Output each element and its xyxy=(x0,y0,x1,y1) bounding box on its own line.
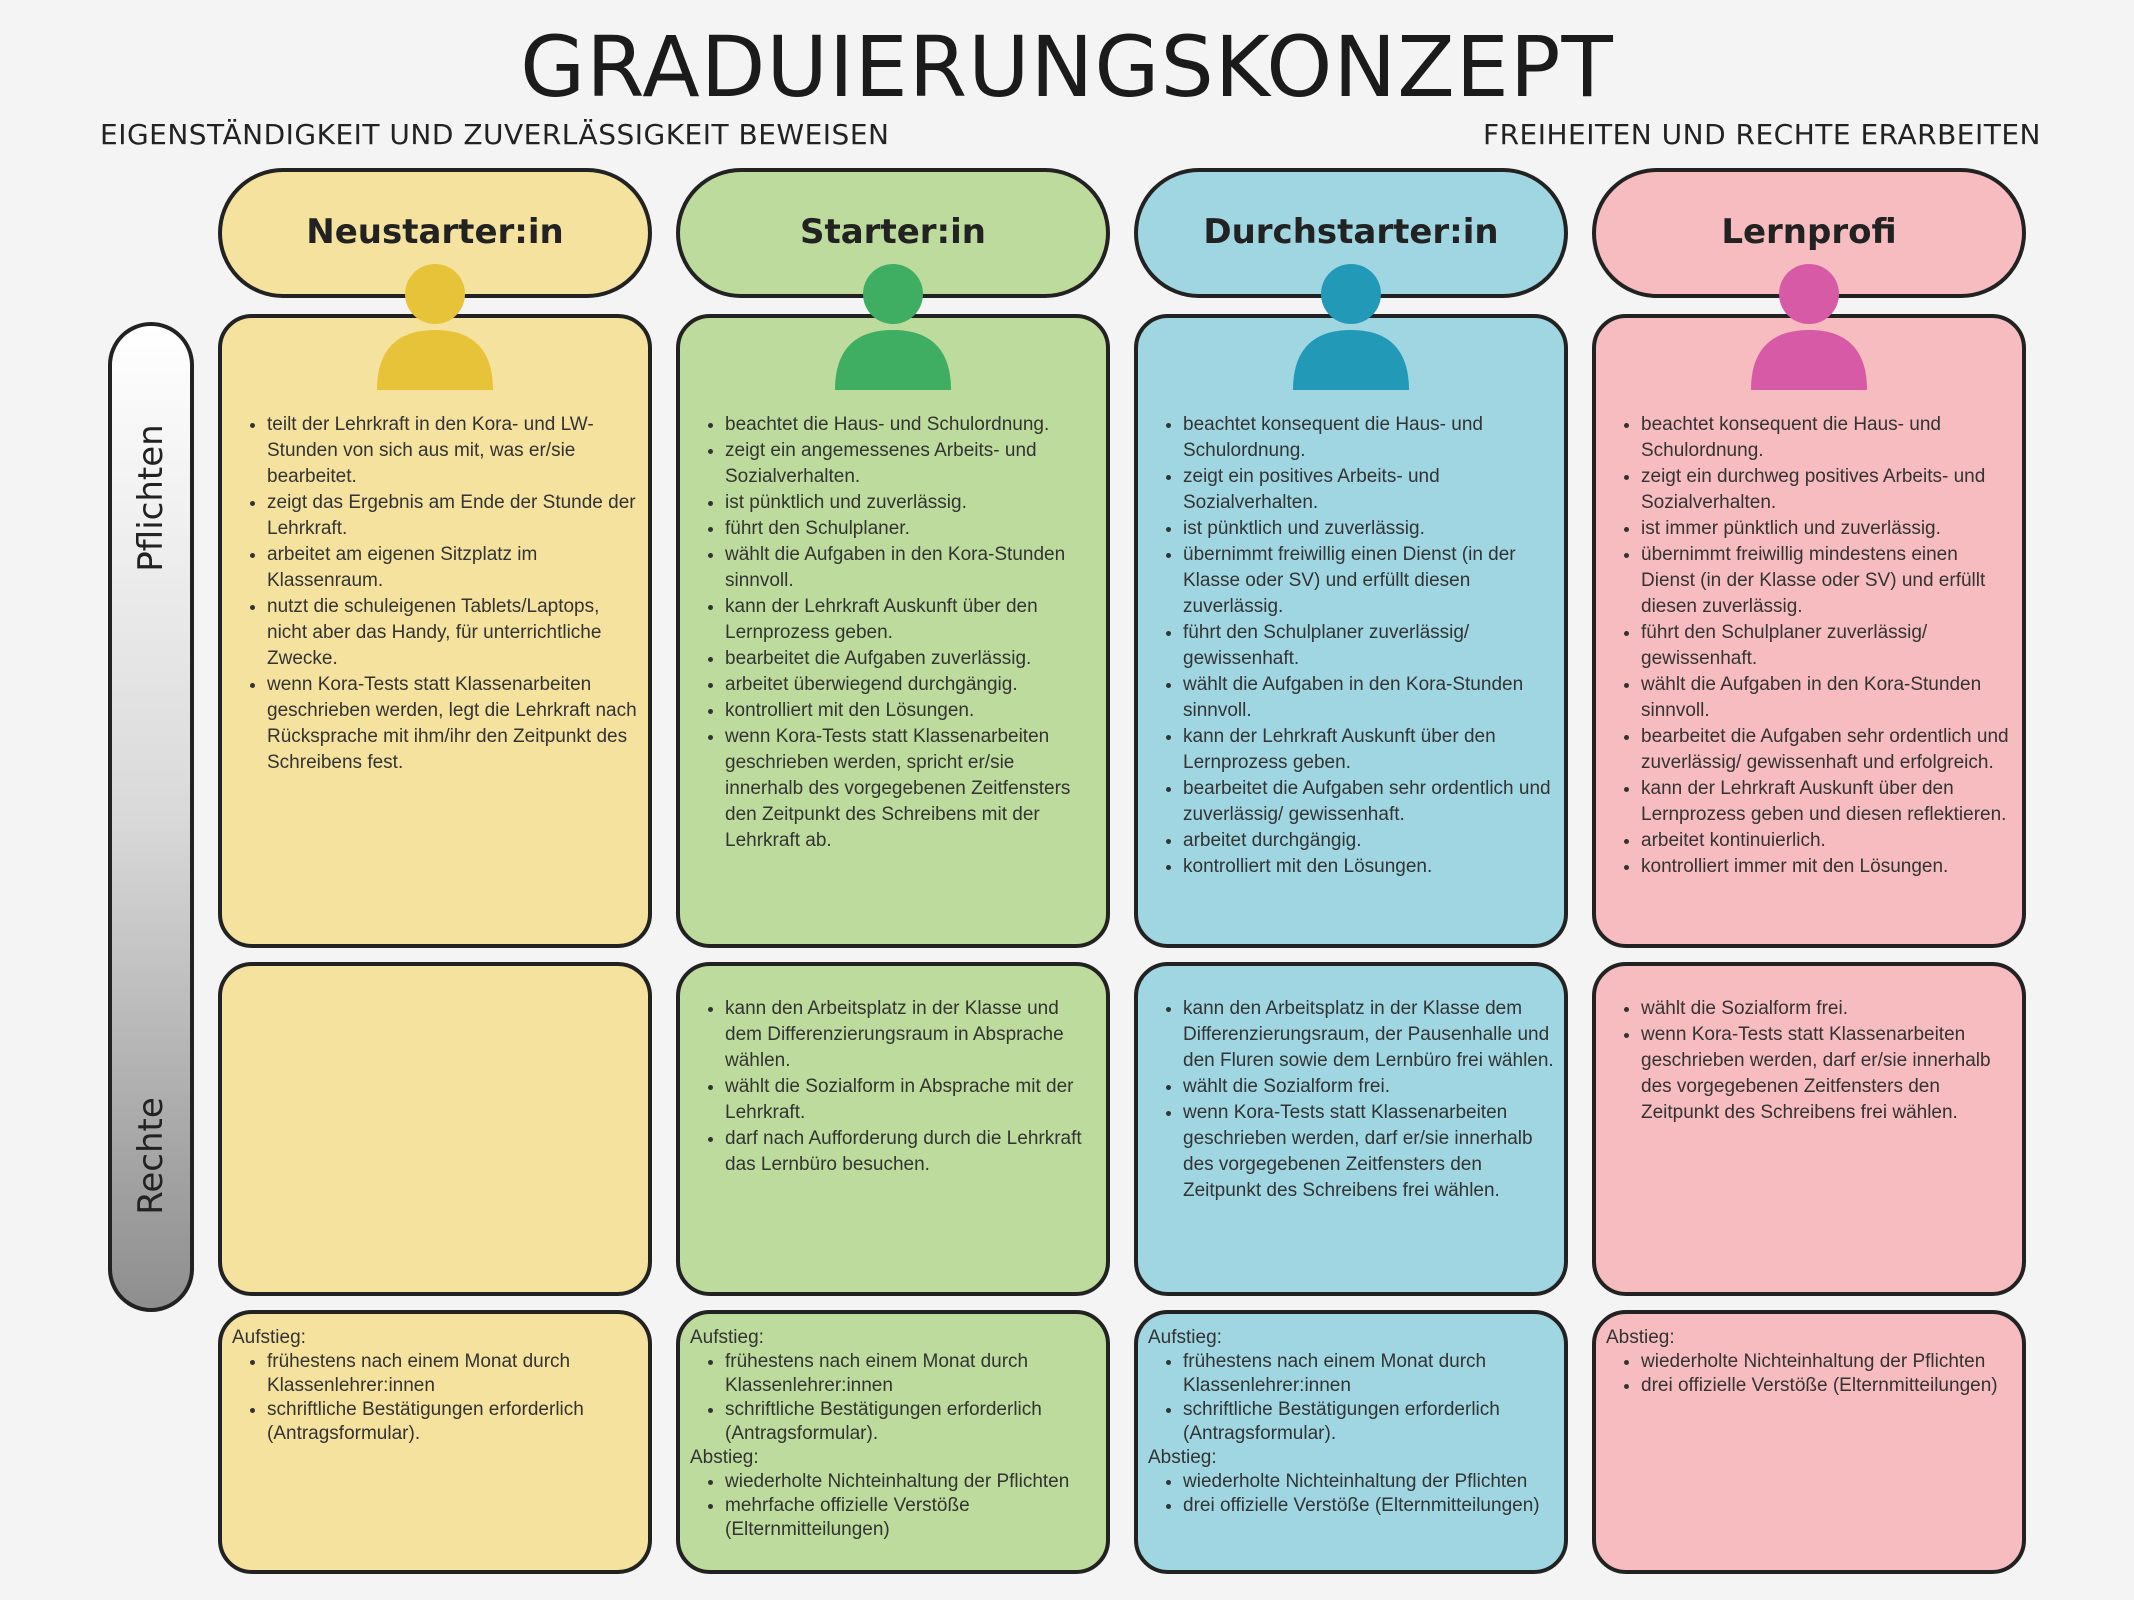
person-icon xyxy=(1749,264,1869,390)
duty-item: • nutzt die schuleigenen Tablets/Laptops, nicht aber das Handy, für unterrichtliche Zwecke. xyxy=(267,594,638,672)
duty-item: • führt den Schulplaner zuverlässig/ gewissenhaft. xyxy=(1183,620,1554,672)
duty-item: • zeigt ein positives Arbeits- und Sozialverhalten. xyxy=(1183,464,1554,516)
duty-item: • kontrolliert mit den Lösungen. xyxy=(1183,854,1554,880)
right-item: • wenn Kora-Tests statt Klassenarbeiten geschrieben werden, darf er/sie innerhalb des vorgegebenen Zeitfensters den Zeitpunkt des Schreibens frei wählen. xyxy=(1641,1022,2012,1126)
subtitle-left: EIGENSTÄNDIGKEIT UND ZUVERLÄSSIGKEIT BEWEISEN xyxy=(100,118,890,151)
level-title: Neustarter:in xyxy=(306,212,564,252)
duty-item: • zeigt das Ergebnis am Ende der Stunde der Lehrkraft. xyxy=(267,490,638,542)
person-icon xyxy=(375,264,495,390)
duty-item: • kontrolliert immer mit den Lösungen. xyxy=(1641,854,2012,880)
aufstieg-item: • schriftliche Bestätigungen erforderlich (Antragsformular). xyxy=(1183,1398,1554,1446)
right-item: • wählt die Sozialform frei. xyxy=(1183,1074,1554,1100)
duty-item: • kann der Lehrkraft Auskunft über den Lernprozess geben. xyxy=(725,594,1096,646)
subtitle-right: FREIHEITEN UND RECHTE ERARBEITEN xyxy=(1482,118,2041,151)
duty-list xyxy=(1596,318,2022,880)
duty-item: • zeigt ein angemessenes Arbeits- und Sozialverhalten. xyxy=(725,438,1096,490)
duties-card-durchstarter-in xyxy=(1134,314,1568,948)
promotion-card-neustarter-in xyxy=(218,1310,652,1574)
duty-item: • übernimmt freiwillig mindestens einen Dienst (in der Klasse oder SV) und erfüllt diesen zuverlässig. xyxy=(1641,542,2012,620)
abstieg-item: • wiederholte Nichteinhaltung der Pflichten xyxy=(1183,1470,1554,1494)
aufstieg-list xyxy=(1148,1350,1554,1446)
duty-item: • beachtet konsequent die Haus- und Schulordnung. xyxy=(1183,412,1554,464)
abstieg-item: • mehrfache offizielle Verstöße (Elternmitteilungen) xyxy=(725,1494,1096,1542)
duty-item: • wählt die Aufgaben in den Kora-Stunden sinnvoll. xyxy=(1641,672,2012,724)
abstieg-label: Abstieg: xyxy=(1606,1327,1675,1348)
duties-card-lernprofi xyxy=(1592,314,2026,948)
aufstieg-item: • schriftliche Bestätigungen erforderlich (Antragsformular). xyxy=(267,1398,638,1446)
duty-item: • teilt der Lehrkraft in den Kora- und LW-Stunden von sich aus mit, was er/sie bearbeitet. xyxy=(267,412,638,490)
side-label-rechte: Rechte xyxy=(131,1097,171,1215)
abstieg-item: • wiederholte Nichteinhaltung der Pflichten xyxy=(1641,1350,2012,1374)
aufstieg-list xyxy=(690,1350,1096,1446)
aufstieg-item: • schriftliche Bestätigungen erforderlich (Antragsformular). xyxy=(725,1398,1096,1446)
duty-item: • wenn Kora-Tests statt Klassenarbeiten geschrieben werden, spricht er/sie innerhalb des vorgegebenen Zeitfensters den Zeitpunkt des Schreibens mit der Lehrkraft ab. xyxy=(725,724,1096,854)
right-list xyxy=(680,966,1106,1178)
rights-card-neustarter-in xyxy=(218,962,652,1296)
abstieg-item: • wiederholte Nichteinhaltung der Pflichten xyxy=(725,1470,1096,1494)
aufstieg-label: Aufstieg: xyxy=(690,1327,764,1348)
duty-item: • führt den Schulplaner zuverlässig/ gewissenhaft. xyxy=(1641,620,2012,672)
level-title: Starter:in xyxy=(800,212,986,252)
rights-card-durchstarter-in xyxy=(1134,962,1568,1296)
abstieg-list xyxy=(1148,1470,1554,1518)
person-icon xyxy=(1291,264,1411,390)
promotion-card-starter-in xyxy=(676,1310,1110,1574)
level-title: Lernprofi xyxy=(1721,212,1897,252)
aufstieg-item: • frühestens nach einem Monat durch Klassenlehrer:innen xyxy=(1183,1350,1554,1398)
aufstieg-label: Aufstieg: xyxy=(1148,1327,1222,1348)
right-item: • wählt die Sozialform frei. xyxy=(1641,996,2012,1022)
duty-item: • arbeitet durchgängig. xyxy=(1183,828,1554,854)
duty-item: • arbeitet am eigenen Sitzplatz im Klassenraum. xyxy=(267,542,638,594)
abstieg-item: • drei offizielle Verstöße (Elternmitteilungen) xyxy=(1641,1374,2012,1398)
duty-item: • kontrolliert mit den Lösungen. xyxy=(725,698,1096,724)
duty-item: • ist immer pünktlich und zuverlässig. xyxy=(1641,516,2012,542)
page-title: GRADUIERUNGSKONZEPT xyxy=(520,18,1614,116)
duty-item: • wählt die Aufgaben in den Kora-Stunden sinnvoll. xyxy=(725,542,1096,594)
right-item: • kann den Arbeitsplatz in der Klasse und dem Differenzierungsraum in Absprache wählen. xyxy=(725,996,1096,1074)
right-list xyxy=(1596,966,2022,1126)
duties-card-starter-in xyxy=(676,314,1110,948)
duty-item: • wenn Kora-Tests statt Klassenarbeiten geschrieben werden, legt die Lehrkraft nach Rücksprache mit ihm/ihr den Zeitpunkt des Schreibens fest. xyxy=(267,672,638,776)
aufstieg-item: • frühestens nach einem Monat durch Klassenlehrer:innen xyxy=(725,1350,1096,1398)
duty-item: • arbeitet kontinuierlich. xyxy=(1641,828,2012,854)
rights-card-lernprofi xyxy=(1592,962,2026,1296)
aufstieg-label: Aufstieg: xyxy=(232,1327,306,1348)
duty-item: • bearbeitet die Aufgaben sehr ordentlich und zuverlässig/ gewissenhaft und erfolgreich. xyxy=(1641,724,2012,776)
duty-item: • übernimmt freiwillig einen Dienst (in der Klasse oder SV) und erfüllt diesen zuverlässig. xyxy=(1183,542,1554,620)
right-item: • darf nach Aufforderung durch die Lehrkraft das Lernbüro besuchen. xyxy=(725,1126,1096,1178)
right-item: • kann den Arbeitsplatz in der Klasse dem Differenzierungsraum, der Pausenhalle und den Fluren sowie dem Lernbüro frei wählen. xyxy=(1183,996,1554,1074)
duty-item: • beachtet konsequent die Haus- und Schulordnung. xyxy=(1641,412,2012,464)
duties-card-neustarter-in xyxy=(218,314,652,948)
duty-item: • ist pünktlich und zuverlässig. xyxy=(725,490,1096,516)
level-title: Durchstarter:in xyxy=(1203,212,1499,252)
side-label-pflichten: Pflichten xyxy=(131,424,171,572)
duty-list xyxy=(1138,318,1564,880)
abstieg-label: Abstieg: xyxy=(690,1447,759,1468)
promotion-card-lernprofi xyxy=(1592,1310,2026,1574)
rights-card-starter-in xyxy=(676,962,1110,1296)
duty-item: • ist pünktlich und zuverlässig. xyxy=(1183,516,1554,542)
duty-item: • kann der Lehrkraft Auskunft über den Lernprozess geben und diesen reflektieren. xyxy=(1641,776,2012,828)
duty-item: • zeigt ein durchweg positives Arbeits- und Sozialverhalten. xyxy=(1641,464,2012,516)
person-icon xyxy=(833,264,953,390)
duty-item: • bearbeitet die Aufgaben zuverlässig. xyxy=(725,646,1096,672)
right-item: • wenn Kora-Tests statt Klassenarbeiten geschrieben werden, darf er/sie innerhalb des vorgegebenen Zeitfensters den Zeitpunkt des Schreibens frei wählen. xyxy=(1183,1100,1554,1204)
duty-item: • bearbeitet die Aufgaben sehr ordentlich und zuverlässig/ gewissenhaft. xyxy=(1183,776,1554,828)
abstieg-list xyxy=(690,1470,1096,1542)
abstieg-label: Abstieg: xyxy=(1148,1447,1217,1468)
duty-item: • führt den Schulplaner. xyxy=(725,516,1096,542)
right-list xyxy=(1138,966,1564,1204)
duty-item: • wählt die Aufgaben in den Kora-Stunden sinnvoll. xyxy=(1183,672,1554,724)
duty-item: • kann der Lehrkraft Auskunft über den Lernprozess geben. xyxy=(1183,724,1554,776)
aufstieg-item: • frühestens nach einem Monat durch Klassenlehrer:innen xyxy=(267,1350,638,1398)
right-item: • wählt die Sozialform in Absprache mit der Lehrkraft. xyxy=(725,1074,1096,1126)
duty-item: • arbeitet überwiegend durchgängig. xyxy=(725,672,1096,698)
duty-list xyxy=(680,318,1106,854)
aufstieg-list xyxy=(232,1350,638,1446)
abstieg-item: • drei offizielle Verstöße (Elternmitteilungen) xyxy=(1183,1494,1554,1518)
abstieg-list xyxy=(1606,1350,2012,1398)
promotion-card-durchstarter-in xyxy=(1134,1310,1568,1574)
duty-item: • beachtet die Haus- und Schulordnung. xyxy=(725,412,1096,438)
